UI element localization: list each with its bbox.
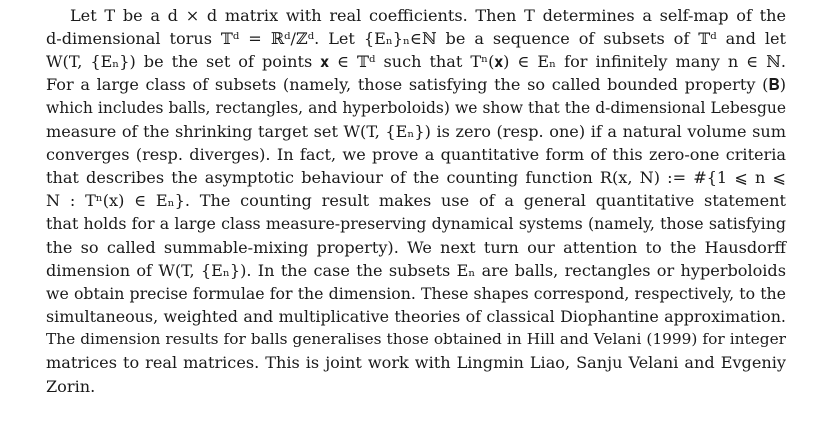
abstract-line: The dimension results for balls generalises those obtained in Hill and Velani (1999) for integer <box>46 330 786 349</box>
abstract-line: matrices to real matrices. This is joint work with Lingmin Liao, Sanju Velani and Evgeniy <box>46 353 786 373</box>
abstract-line: simultaneous, weighted and multiplicative theories of classical Diophantine approximation. <box>46 307 786 327</box>
abstract-line: W(T, {Eₙ}) be the set of points 𝐱 ∈ 𝕋ᵈ such that Tⁿ(𝐱) ∈ Eₙ for infinitely many n ∈ ℕ. <box>46 52 786 72</box>
abstract-line: For a large class of subsets (namely, those satisfying the so called bounded property (𝐁) <box>46 75 786 95</box>
abstract-line: we obtain precise formulae for the dimension. These shapes correspond, respectively, to the <box>46 283 786 303</box>
abstract-line: dimension of W(T, {Eₙ}). In the case the subsets Eₙ are balls, rectangles or hyperboloids <box>46 260 786 280</box>
abstract-line: which includes balls, rectangles, and hyperboloids) we show that the d-dimensional Lebesgue <box>46 98 786 117</box>
abstract-line: converges (resp. diverges). In fact, we prove a quantitative form of this zero-one criteria <box>46 144 786 164</box>
abstract-paragraph <box>46 4 786 398</box>
abstract-line: N : Tⁿ(x) ∈ Eₙ}. The counting result makes use of a general quantitative statement <box>46 191 786 211</box>
abstract-line: that holds for a large class measure-preserving dynamical systems (namely, those satisfying <box>46 214 786 234</box>
abstract-line: Let T be a d × d matrix with real coefficients. Then T determines a self-map of the <box>70 6 786 25</box>
abstract-line: d-dimensional torus 𝕋ᵈ = ℝᵈ/ℤᵈ. Let {Eₙ}ₙ∈ℕ be a sequence of subsets of 𝕋ᵈ and let <box>46 29 786 49</box>
abstract-line: the so called summable-mixing property). We next turn our attention to the Hausdorff <box>46 237 786 257</box>
abstract-line: Zorin. <box>46 376 96 396</box>
abstract-line: that describes the asymptotic behaviour of the counting function R(x, N) := #{1 ⩽ n ⩽ <box>46 168 786 188</box>
abstract-line: measure of the shrinking target set W(T, {Eₙ}) is zero (resp. one) if a natural volume sum <box>46 121 786 141</box>
